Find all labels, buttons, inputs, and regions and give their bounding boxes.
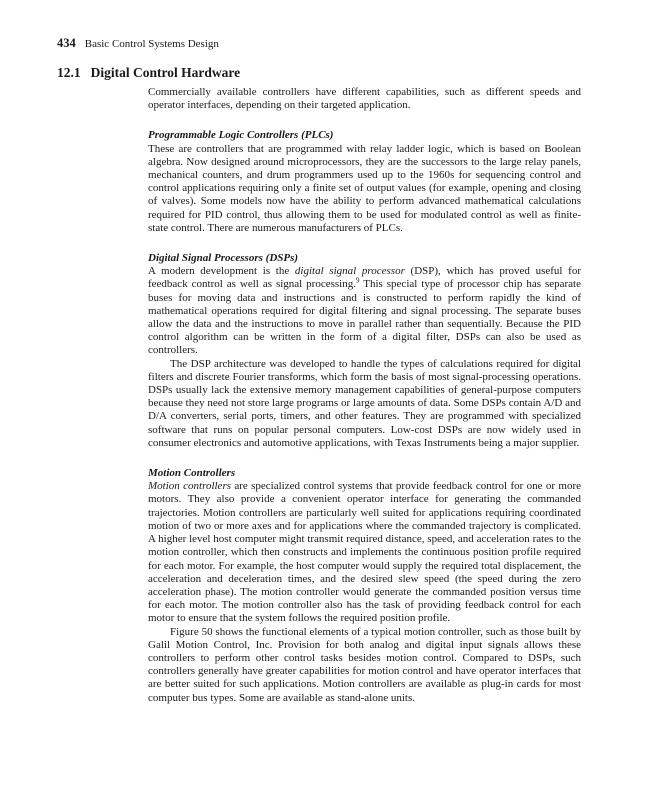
footnote-marker: 9 [355,276,360,285]
dsp-term: digital signal processor [294,265,405,278]
intro-paragraph: Commercially available controllers have different capabilities, such as different speeds and operator interfaces, depending on their targeted application. [148,86,581,112]
section-title: Digital Control Hardware [90,65,241,80]
dsp-heading: Digital Signal Processors (DSPs) [148,252,299,265]
body-text [148,86,581,705]
plc-paragraph: These are controllers that are programmed with relay ladder logic, which is based on Boolean algebra. Now designed around microprocessors, they are the successors to the large relay panels, mechanical counters, and drum programmers used up to the 1960s for sequencing control and control applications requiring only a finite set of output values (for example, opening and closing of valves). Some models now have the ability to perform advanced mathematical calculations required for PID control, thus allowing them to be used for modulated control as well as finite-state control. There are numerous manufacturers of PLCs. [148,142,581,234]
book-title: Basic Control Systems Design [84,38,219,50]
dsp-paragraph-1: A modern development is the digital signal processor (DSP), which has proved useful for feedback control as well as signal processing.$^9$ This special type of processor chip has separate buses for moving data and instructions and is constructed to perform rapidly the kind of mathematical operations required for digital filtering and signal processing. The separate buses allow the data and the instructions to move in parallel rather than sequentially. Because the PID control algorithm can be written in the form of a digital filter, DSPs can also be used as controllers. [148,265,581,357]
motion-term: Motion controllers [148,480,231,493]
dsp-paragraph-2: The DSP architecture was developed to handle the types of calculations required for digital filters and discrete Fourier transforms, which form the basis of most signal-processing operations. DSPs usually lack the extensive memory management capabilities of general-purpose computers because they need not store large programs or large amounts of data. Some DSPs contain A/D and D/A converters, serial ports, timers, and other features. They are programmed with specialized software that runs on popular personal computers. Low-cost DSPs are now widely used in consumer electronics and automotive applications, with Texas Instruments being a major supplier. [148,357,581,449]
motion-heading: Motion Controllers [148,467,236,480]
running-head [57,37,219,51]
motion-paragraph-2: Figure 50 shows the functional elements of a typical motion controller, such as those built by Galil Motion Control, Inc. Provision for both analog and digital input signals allows these controllers to perform other control tasks besides motion control. Compared to DSPs, such controllers generally have greater capabilities for motion control and have operator interfaces that are better suited for such applications. Motion controllers are available as plug-in cards for most computer bus types. Some are available as stand-alone units. [148,625,581,704]
section-number: 12.1 [57,65,81,80]
motion-paragraph-1: Motion controllers are specialized control systems that provide feedback control for one or more motors. They also provide a convenient operator interface for generating the commanded trajectories. Motion controllers are particularly well suited for applications requiring coordinated motion of two or more axes and for applications where the commanded trajectory is complicated. A higher level host computer might transmit required distance, speed, and acceleration rates to the motion controller, which then constructs and implements the continuous position profile required for each motor. For example, the host computer would supply the required total displacement, the acceleration and deceleration times, and the desired slew speed (the speed during the zero acceleration phase). The motion controller would generate the commanded position versus time for each motor. The motion controller also has the task of providing feedback control for each motor to ensure that the system follows the required position profile. [148,480,581,625]
section-heading [57,65,240,81]
plc-heading: Programmable Logic Controllers (PLCs) [148,129,334,142]
page-number: 434 [57,36,76,50]
